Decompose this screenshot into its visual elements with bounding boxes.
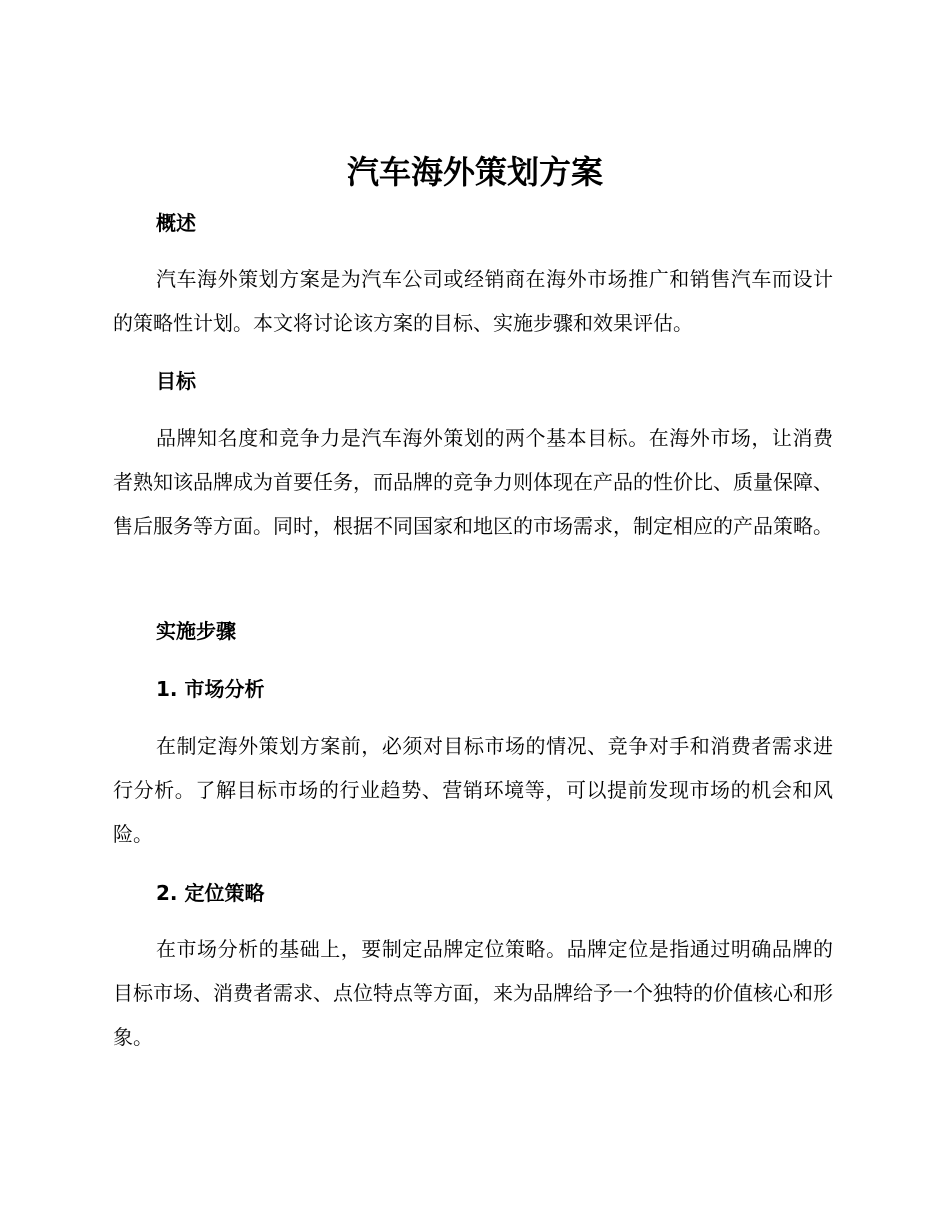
- section-paragraph-overview: 汽车海外策划方案是为汽车公司或经销商在海外市场推广和销售汽车而设计的策略性计划。本文将讨论该方案的目标、实施步骤和效果评估。: [113, 267, 833, 335]
- section-heading-implementation: 实施步骤: [156, 619, 236, 643]
- section-paragraph-goals: 品牌知名度和竞争力是汽车海外策划的两个基本目标。在海外市场，让消费者熟知该品牌成为首要任务，而品牌的竞争力则体现在产品的性价比、质量保障、售后服务等方面。同时，根据不同国家和地区的市场需求，制定相应的产品策略。: [113, 426, 833, 538]
- section-heading-market-analysis: 1. 市场分析: [156, 677, 265, 701]
- section-heading-positioning: 2. 定位策略: [156, 881, 265, 905]
- section-paragraph-market-analysis: 在制定海外策划方案前，必须对目标市场的情况、竞争对手和消费者需求进行分析。了解目标市场的行业趋势、营销环境等，可以提前发现市场的机会和风险。: [113, 734, 833, 846]
- document-title: 汽车海外策划方案: [346, 153, 603, 191]
- section-heading-overview: 概述: [156, 211, 196, 235]
- section-paragraph-positioning: 在市场分析的基础上，要制定品牌定位策略。品牌定位是指通过明确品牌的目标市场、消费者需求、点位特点等方面，来为品牌给予一个独特的价值核心和形象。: [113, 937, 833, 1049]
- section-heading-goals: 目标: [156, 369, 196, 393]
